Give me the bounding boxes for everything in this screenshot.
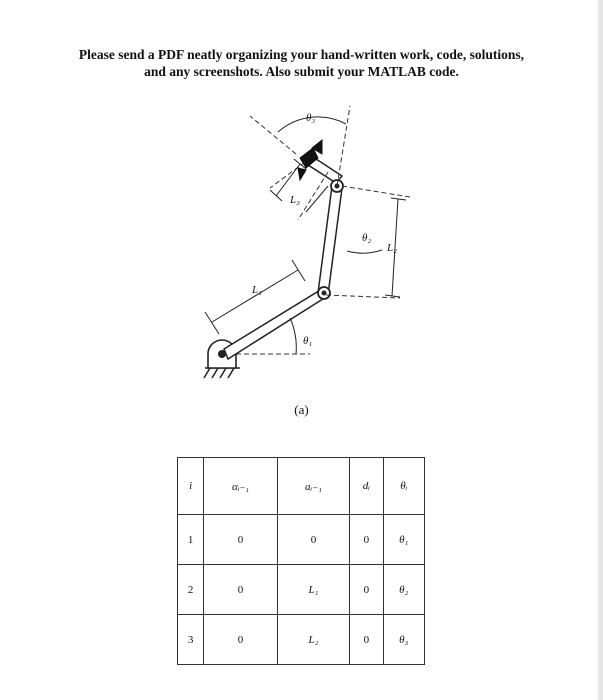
table-row bbox=[178, 515, 425, 565]
link-1 bbox=[224, 289, 326, 359]
header-a: aᵢ₋₁ bbox=[277, 458, 349, 515]
table-header-row bbox=[178, 458, 425, 515]
table-cell: 2 bbox=[178, 565, 204, 615]
joint-2-dot bbox=[322, 291, 327, 296]
table-cell: 0 bbox=[350, 515, 383, 565]
base-ground bbox=[204, 368, 240, 378]
header-theta: θᵢ bbox=[383, 458, 424, 515]
label-theta1: θ₁ bbox=[303, 335, 313, 347]
theta1-arc bbox=[290, 318, 296, 354]
page-edge bbox=[598, 0, 603, 700]
table-cell: θ₂ bbox=[383, 565, 424, 615]
table-cell: θ₁ bbox=[383, 515, 424, 565]
table-cell: 0 bbox=[204, 565, 277, 615]
instructions-line-2: and any screenshots. Also submit your MATLAB code. bbox=[144, 64, 459, 79]
instructions-line-1: Please send a PDF neatly organizing your hand-written work, code, solutions, bbox=[78, 47, 525, 62]
label-L2: L₂ bbox=[387, 242, 397, 254]
header-alpha: αᵢ₋₁ bbox=[204, 458, 277, 515]
table-cell: 0 bbox=[350, 615, 383, 665]
table-cell: 0 bbox=[277, 515, 349, 565]
L1-dimension bbox=[205, 260, 305, 334]
label-L3: L₃ bbox=[290, 194, 300, 206]
table-cell: θ₃ bbox=[383, 615, 424, 665]
link-2 bbox=[318, 186, 342, 295]
dh-parameter-table bbox=[177, 457, 425, 665]
table-row bbox=[178, 565, 425, 615]
table-cell: 1 bbox=[178, 515, 204, 565]
table-row bbox=[178, 615, 425, 665]
label-theta2: θ₂ bbox=[362, 232, 372, 244]
table-cell: 0 bbox=[204, 615, 277, 665]
label-L1: L₁ bbox=[252, 284, 262, 296]
table-cell: L₂ bbox=[277, 615, 349, 665]
header-d: dᵢ bbox=[350, 458, 383, 515]
theta2-arc bbox=[347, 250, 382, 253]
table-cell: 0 bbox=[204, 515, 277, 565]
table-cell: L₁ bbox=[277, 565, 349, 615]
table-cell: 0 bbox=[350, 565, 383, 615]
label-theta3: θ₃ bbox=[306, 112, 316, 124]
figure-caption: (a) bbox=[294, 402, 309, 417]
header-i: i bbox=[178, 458, 204, 515]
table-cell: 3 bbox=[178, 615, 204, 665]
